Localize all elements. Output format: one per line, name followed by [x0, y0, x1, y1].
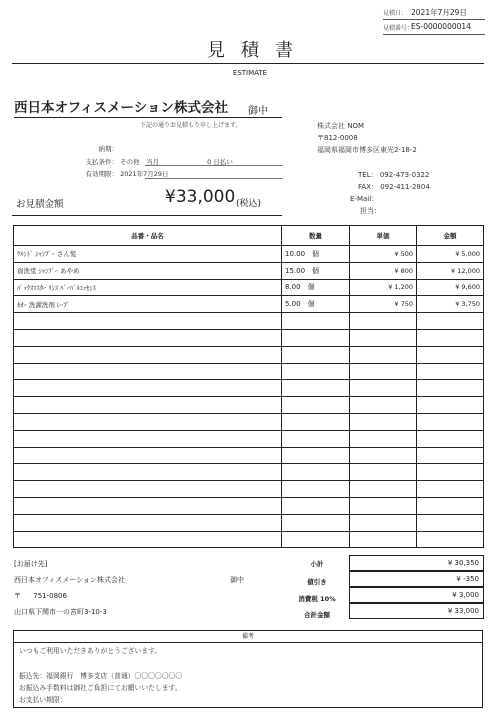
- empty-table-row: [14, 313, 484, 330]
- empty-table-row: [14, 329, 484, 346]
- remarks-line: お支払い期限：: [19, 696, 67, 704]
- empty-cell: [14, 397, 282, 414]
- empty-cell: [350, 464, 417, 481]
- item-quantity: [282, 246, 350, 263]
- document-subtitle: ESTIMATE: [232, 69, 268, 77]
- empty-table-row: [14, 497, 484, 514]
- empty-cell: [417, 413, 484, 430]
- grand-total-label: 合計金額: [304, 611, 330, 619]
- empty-table-row: [14, 380, 484, 397]
- empty-cell: [417, 346, 484, 363]
- delivery-address: 山口県下関市一の宮町3-10-3: [14, 608, 107, 616]
- estimate-number-row: [383, 21, 485, 35]
- empty-cell: [14, 346, 282, 363]
- term-payment-value: その他 当月: [120, 158, 160, 166]
- issuer-email-label: E-Mail：: [350, 195, 379, 203]
- empty-table-row: [14, 481, 484, 498]
- issuer-address: 福岡県福岡市博多区東光2-18-2: [317, 146, 417, 154]
- empty-cell: [350, 430, 417, 447]
- item-qty-value: 15.00: [285, 266, 306, 275]
- empty-cell: [417, 313, 484, 330]
- item-amount: ¥ 5,000: [417, 246, 484, 263]
- empty-cell: [14, 313, 282, 330]
- empty-table-row: [14, 363, 484, 380]
- total-underline: [12, 215, 282, 216]
- empty-cell: [14, 497, 282, 514]
- empty-rows: [14, 313, 484, 548]
- items-header-row: [14, 226, 484, 246]
- empty-cell: [417, 363, 484, 380]
- empty-table-row: [14, 413, 484, 430]
- item-qty-unit: 個: [307, 283, 315, 292]
- delivery-postal: 751-0806: [33, 592, 67, 600]
- empty-cell: [14, 531, 282, 548]
- issuer-person-label: 担当：: [360, 207, 381, 215]
- item-qty-value: 5.00: [285, 300, 301, 309]
- empty-table-row: [14, 346, 484, 363]
- empty-cell: [14, 430, 282, 447]
- item-qty-unit: 個: [307, 300, 315, 309]
- empty-table-row: [14, 447, 484, 464]
- table-row: [14, 262, 484, 279]
- empty-cell: [14, 380, 282, 397]
- remarks-heading: 備考: [14, 631, 482, 643]
- issuer-tel-label: TEL：: [358, 171, 378, 179]
- empty-cell: [350, 497, 417, 514]
- empty-cell: [350, 413, 417, 430]
- total-tax-note: (税込): [236, 199, 262, 209]
- total-amount: ¥33,000: [165, 187, 236, 207]
- tax-value: ¥ 3,000: [349, 587, 484, 603]
- customer-honorific: 御中: [248, 106, 268, 117]
- empty-cell: [282, 430, 350, 447]
- term-delivery-label: 納期：: [98, 145, 118, 153]
- discount-label: 値引き: [307, 578, 327, 586]
- empty-cell: [282, 363, 350, 380]
- issuer-tel-value: 092-473-0322: [379, 171, 430, 179]
- empty-cell: [282, 481, 350, 498]
- empty-cell: [350, 531, 417, 548]
- term-expiry: [78, 169, 169, 178]
- empty-cell: [14, 481, 282, 498]
- document-title: 見積書: [207, 40, 309, 61]
- table-row: [14, 279, 484, 296]
- empty-cell: [350, 346, 417, 363]
- delivery-name: 西日本オフィスメーション株式会社: [14, 576, 125, 584]
- tax-label: 消費税 10%: [298, 595, 336, 603]
- empty-cell: [417, 497, 484, 514]
- empty-cell: [282, 447, 350, 464]
- empty-cell: [282, 514, 350, 531]
- empty-cell: [350, 447, 417, 464]
- header-product: 品番・品名: [14, 226, 282, 246]
- item-unit-price: ¥ 500: [350, 246, 417, 263]
- issuer-tel: [358, 170, 429, 180]
- empty-cell: [417, 481, 484, 498]
- delivery-postal-row: [14, 591, 67, 601]
- item-name: 資洗堂 ｼｬﾝﾌﾟｰ あやめ: [14, 262, 282, 279]
- issuer-fax-value: 092-411-2804: [380, 183, 430, 191]
- items-table: [13, 225, 484, 548]
- estimate-date-label: 見積日：: [383, 10, 408, 17]
- item-amount: ¥ 3,750: [417, 296, 484, 313]
- empty-cell: [282, 346, 350, 363]
- item-name: ｸﾙﾝﾄﾞ ｼｬﾝﾌﾟｰ さん髪: [14, 246, 282, 263]
- empty-table-row: [14, 464, 484, 481]
- empty-cell: [417, 447, 484, 464]
- issuer-fax-label: FAX：: [358, 183, 378, 191]
- empty-cell: [417, 464, 484, 481]
- issuer-postal: 〒812-0008: [317, 134, 358, 142]
- remarks-line: 振込先：福岡銀行 博多支店（普通）〇〇〇〇〇〇〇: [19, 672, 183, 680]
- empty-cell: [14, 363, 282, 380]
- issuer-company: 株式会社 NOM: [317, 122, 365, 130]
- customer-name: 西日本オフィスメーション株式会社: [14, 100, 228, 116]
- empty-cell: [350, 329, 417, 346]
- empty-cell: [350, 514, 417, 531]
- estimate-number-label: 見積番号：: [383, 25, 414, 32]
- empty-table-row: [14, 514, 484, 531]
- empty-table-row: [14, 397, 484, 414]
- item-name: ｶｵｰ 洗濯洗剤 ﾚｰﾌﾞ: [14, 296, 282, 313]
- empty-cell: [14, 329, 282, 346]
- subtotal-label: 小計: [310, 560, 324, 568]
- header-unit-price: 単価: [350, 226, 417, 246]
- empty-cell: [417, 514, 484, 531]
- grand-total-value: ¥ 33,000: [349, 603, 484, 619]
- term-payment-underline: [145, 165, 283, 166]
- term-payment-label: 支払条件：: [85, 158, 118, 166]
- item-qty-value: 10.00: [285, 249, 306, 258]
- estimate-date: 2021年7月29日: [411, 8, 467, 17]
- term-expiry-underline: [145, 178, 283, 179]
- remarks-box: [13, 630, 483, 708]
- remarks-line: お振込み手数料は御社ご負担にてお願いいたします。: [19, 684, 182, 692]
- remarks-line: いつもご利用いただきありがとうございます。: [19, 647, 162, 655]
- delivery-heading: [お届け先]: [14, 560, 48, 568]
- empty-cell: [282, 397, 350, 414]
- empty-cell: [14, 464, 282, 481]
- empty-cell: [350, 380, 417, 397]
- term-expiry-value: 2021年7月29日: [120, 170, 169, 178]
- item-qty-unit: 個: [312, 266, 320, 275]
- issuer-email: [350, 194, 378, 204]
- empty-cell: [282, 380, 350, 397]
- empty-cell: [14, 514, 282, 531]
- empty-cell: [417, 430, 484, 447]
- empty-table-row: [14, 430, 484, 447]
- discount-value: ¥ -350: [349, 571, 484, 587]
- header-quantity: 数量: [282, 226, 350, 246]
- empty-cell: [282, 531, 350, 548]
- title-divider: [12, 63, 484, 64]
- item-unit-price: ¥ 800: [350, 262, 417, 279]
- item-quantity: [282, 262, 350, 279]
- empty-cell: [350, 313, 417, 330]
- customer-underline: [14, 117, 282, 118]
- item-qty-unit: 個: [312, 249, 320, 258]
- item-quantity: [282, 296, 350, 313]
- item-name: ﾊﾟｯｸｽﾏｽﾀｰ ﾘﾝｽ ﾊﾞｰﾊﾞﾙｴｯｾﾝｽ: [14, 279, 282, 296]
- issuer-person: [360, 206, 381, 216]
- estimate-number: ES-0000000014: [411, 22, 471, 31]
- empty-table-row: [14, 531, 484, 548]
- empty-cell: [282, 413, 350, 430]
- term-payment-extra: 0 日払い: [207, 158, 233, 166]
- empty-cell: [282, 313, 350, 330]
- empty-cell: [350, 397, 417, 414]
- table-row: [14, 296, 484, 313]
- item-quantity: [282, 279, 350, 296]
- item-amount: ¥ 9,600: [417, 279, 484, 296]
- empty-cell: [282, 497, 350, 514]
- item-amount: ¥ 12,000: [417, 262, 484, 279]
- empty-cell: [14, 413, 282, 430]
- total-label: お見積金額: [16, 199, 64, 210]
- header-amount: 金額: [417, 226, 484, 246]
- empty-cell: [417, 531, 484, 548]
- item-unit-price: ¥ 1,200: [350, 279, 417, 296]
- item-qty-value: 8.00: [285, 283, 301, 292]
- empty-cell: [350, 481, 417, 498]
- term-delivery: [78, 144, 118, 153]
- issuer-fax: [358, 182, 430, 192]
- empty-cell: [417, 380, 484, 397]
- empty-cell: [14, 447, 282, 464]
- subtotal-value: ¥ 30,350: [349, 555, 484, 571]
- item-unit-price: ¥ 750: [350, 296, 417, 313]
- table-row: [14, 246, 484, 263]
- estimate-note: 下記の通りお見積もり申し上げます。: [140, 122, 242, 129]
- term-expiry-label: 有効期限：: [85, 170, 118, 178]
- empty-cell: [282, 464, 350, 481]
- empty-cell: [417, 397, 484, 414]
- empty-cell: [417, 329, 484, 346]
- empty-cell: [350, 363, 417, 380]
- estimate-date-row: [383, 6, 485, 20]
- items-body: [14, 246, 484, 313]
- delivery-honorific: 御中: [230, 576, 244, 584]
- delivery-postal-mark: 〒: [14, 592, 21, 600]
- empty-cell: [282, 329, 350, 346]
